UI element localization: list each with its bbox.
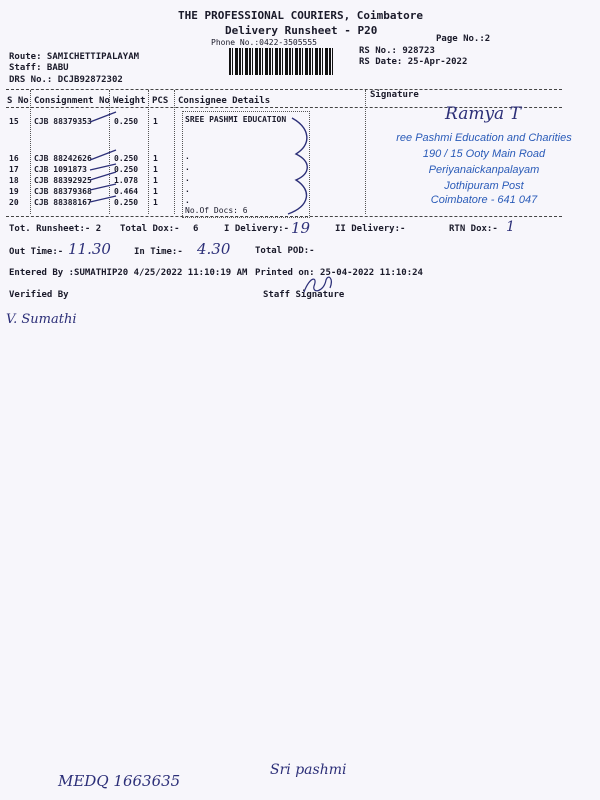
rtn-dox-handwritten: 1: [506, 219, 515, 235]
row-sno: 19: [9, 187, 19, 196]
row-consignment: CJB 88379368: [34, 187, 92, 196]
row-consignee: .: [185, 174, 190, 183]
row-pcs: 1: [153, 154, 158, 163]
out-time-label: Out Time:-: [9, 247, 64, 257]
row-sno: 20: [9, 198, 19, 207]
staff: Staff: BABU: [9, 63, 69, 73]
bottom-handwritten-signature: Sri pashmi: [270, 762, 347, 778]
row-sno: 17: [9, 165, 19, 174]
in-time-handwritten: 4.30: [197, 240, 231, 258]
page-number: Page No.:2: [436, 34, 491, 44]
phone-number: Phone No.:0422-3505555: [211, 38, 317, 47]
rtn-dox-label: RTN Dox:-: [449, 224, 498, 234]
row-consignment: CJB 88242626: [34, 154, 92, 163]
row-pcs: 1: [153, 187, 158, 196]
col-weight: Weight: [113, 96, 146, 106]
row-pcs: 1: [153, 198, 158, 207]
stamp-line: ree Pashmi Education and Charities: [396, 132, 572, 144]
tot-runsheet: Tot. Runsheet:- 2: [9, 224, 102, 234]
stamp-line: Periyanaickanpalayam: [428, 164, 540, 176]
row-pcs: 1: [153, 176, 158, 185]
row-consignment: CJB 88379353: [34, 117, 92, 126]
received-signature: Ramya T: [445, 104, 521, 124]
stamp-line: 190 / 15 Ooty Main Road: [422, 148, 546, 160]
row-consignee: .: [185, 196, 190, 205]
verified-by-label: Verified By: [9, 290, 69, 300]
row-consignment: CJB 1091873: [34, 165, 87, 174]
i-delivery-label: I Delivery:-: [224, 224, 290, 234]
col-consignee: Consignee Details: [178, 96, 271, 106]
row-consignee: .: [185, 152, 190, 161]
row-weight: 0.250: [114, 117, 139, 126]
row-weight: 0.250: [114, 198, 139, 207]
drs-number: DRS No.: DCJB92872302: [9, 75, 123, 85]
barcode: [229, 48, 333, 75]
verifier-signature: V. Sumathi: [6, 312, 77, 327]
company-name: THE PROFESSIONAL COURIERS, Coimbatore: [178, 9, 424, 22]
i-delivery-handwritten: 19: [291, 219, 311, 237]
row-consignee: .: [185, 163, 190, 172]
divider: [6, 216, 562, 217]
divider: [6, 89, 562, 90]
staff-signature-label: Staff Signature: [263, 290, 345, 300]
rs-date: RS Date: 25-Apr-2022: [359, 57, 468, 67]
row-weight: 1.078: [114, 176, 139, 185]
route: Route: SAMICHETTIPALAYAM: [9, 52, 140, 62]
total-pod-label: Total POD:-: [255, 246, 315, 256]
no-of-docs: No.Of Docs: 6: [185, 206, 248, 215]
row-consignee: .: [185, 185, 190, 194]
in-time-label: In Time:-: [134, 247, 183, 257]
ii-delivery-label: II Delivery:-: [335, 224, 406, 234]
row-consignment: CJB 88388167: [34, 198, 92, 207]
row-weight: 0.250: [114, 165, 139, 174]
col-sno: S No: [7, 96, 29, 106]
bottom-handwritten-note: MEDQ 1663635: [58, 772, 181, 790]
out-time-handwritten: 11.30: [68, 240, 111, 258]
rs-number: RS No.: 928723: [359, 46, 435, 56]
col-signature: Signature: [370, 90, 419, 100]
row-sno: 15: [9, 117, 19, 126]
stamp-line: Coimbatore - 641 047: [430, 194, 538, 206]
pen-marks: [60, 108, 390, 218]
column-rule: [30, 90, 31, 214]
printed-on: Printed on: 25-04-2022 11:10:24: [255, 268, 423, 278]
row-sno: 16: [9, 154, 19, 163]
runsheet-title: Delivery Runsheet - P20: [225, 24, 378, 37]
total-dox-label: Total Dox:-: [120, 224, 180, 234]
total-dox-value: 6: [193, 224, 199, 234]
row-weight: 0.464: [114, 187, 139, 196]
staff-signature-scribble: [300, 272, 340, 298]
row-weight: 0.250: [114, 154, 139, 163]
row-consignment: CJB 88392925: [34, 176, 92, 185]
stamp-line: Jothipuram Post: [444, 180, 524, 192]
row-sno: 18: [9, 176, 19, 185]
col-pcs: PCS: [152, 96, 169, 106]
entered-by: Entered By :SUMATHIP20 4/25/2022 11:10:19 AM: [9, 268, 248, 278]
col-consignment: Consignment No: [34, 96, 110, 106]
row-pcs: 1: [153, 165, 158, 174]
row-consignee: SREE PASHMI EDUCATION: [185, 115, 287, 124]
row-pcs: 1: [153, 117, 158, 126]
